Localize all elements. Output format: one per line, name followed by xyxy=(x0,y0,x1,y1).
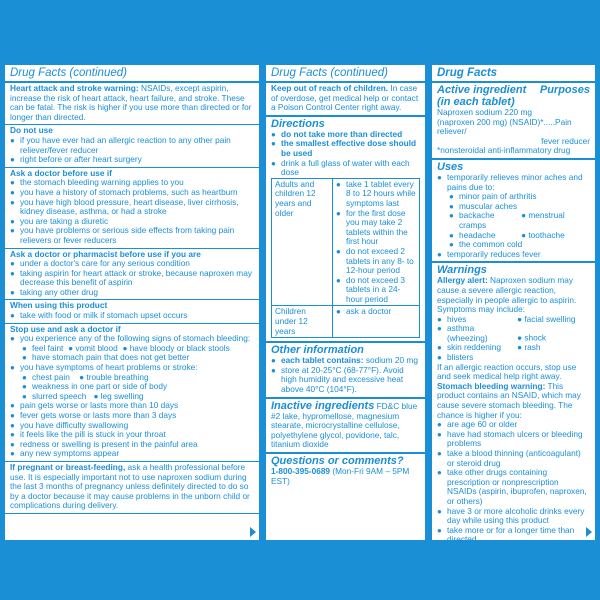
drug-facts-panel-2 xyxy=(264,63,427,542)
do-not-use-section: Do not use ● if you have ever had an allergic reaction to any other pain reliever/fever reducer ● right before or after heart surgery xyxy=(5,125,259,167)
list-item: ● temporarily relieves minor aches and pains due to: xyxy=(437,173,590,192)
list-item: ● weakness in one part or side of body xyxy=(10,382,254,392)
questions-section: Questions or comments? 1-800-395-0689 (Mon-Fri 9AM – 5PM EST) xyxy=(271,455,410,486)
list-item: ● the common cold xyxy=(437,240,590,250)
list-item: ● right before or after heart surgery xyxy=(10,155,254,165)
phone-number: 1-800-395-0689 xyxy=(271,466,331,476)
list-item: ● are age 60 or older xyxy=(437,420,590,430)
other-information-section: Other information ● each tablet contains: sodium 20 mg ● store at 20-25°C (68-77°F). Avoid high humidity and excessive heat above 40°C (104°F). xyxy=(266,343,425,398)
when-using-section: When using this product ● take with food or milk if stomach upset occurs xyxy=(5,300,259,323)
panel-1-header: Drug Facts (continued) xyxy=(5,65,259,83)
list-item: ● muscular aches xyxy=(437,202,590,212)
keep-out-of-reach: Keep out of reach of children. In case of overdose, get medical help or contact a Poison Control Center right away. xyxy=(266,83,425,117)
continue-arrow-icon xyxy=(586,527,592,537)
list-item: ● it feels like the pill is stuck in your throat xyxy=(10,430,254,440)
list-item: ● store at 20-25°C (68-77°F). Avoid high humidity and excessive heat above 40°C (104°F). xyxy=(271,366,420,395)
list-item: ● drink a full glass of water with each dose xyxy=(271,159,420,178)
list-item: ● you have high blood pressure, heart disease, liver cirrhosis, kidney disease, asthma, or had a stroke xyxy=(10,198,254,217)
continue-arrow-icon xyxy=(250,527,256,537)
list-item: ● take other drugs containing prescription or nonprescription NSAIDs (aspirin, ibuprofen, naproxen, or others) xyxy=(437,468,590,506)
list-item: ● you have problems or serious side effects from taking pain relievers or fever reducers xyxy=(10,226,254,245)
list-item: ● hives ● facial swelling xyxy=(437,315,590,325)
list-item: ● skin reddening ● rash xyxy=(437,343,590,353)
list-item: ● backache ● menstrual cramps xyxy=(437,211,590,230)
list-item: ● temporarily reduces fever xyxy=(437,250,590,260)
list-item: ● minor pain of arthritis xyxy=(437,192,590,202)
list-item: ● slurred speech ● leg swelling xyxy=(10,392,254,402)
adults-label: Adults and children 12 years and older xyxy=(272,178,333,306)
list-item: ● for the first dose you may take 2 tablets within the first hour xyxy=(336,209,416,247)
children-label: Children under 12 years xyxy=(272,306,333,338)
list-item: ● the stomach bleeding warning applies to you xyxy=(10,178,254,188)
list-item: ● if you have ever had an allergic reaction to any other pain reliever/fever reducer xyxy=(10,136,254,155)
list-item: ● take more or for a longer time than directed xyxy=(437,526,590,545)
list-item: ● you have a history of stomach problems, such as heartburn xyxy=(10,188,254,198)
pregnancy-warning: If pregnant or breast-feeding, ask a health professional before use. It is especially important not to use naproxen sodium during the last 3 months of pregnancy unless definitely directed to do so by a doctor because it may cause problems in the unborn child or complications during delivery. xyxy=(5,462,259,514)
list-item: ● have stomach pain that does not get better xyxy=(10,353,254,363)
list-item: ● under a doctor's care for any serious condition xyxy=(10,259,254,269)
list-item: ● taking any other drug xyxy=(10,288,254,298)
list-item: ● any new symptoms appear xyxy=(10,449,254,459)
list-item: ● do not exceed 2 tablets in any 8- to 12-hour period xyxy=(336,247,416,276)
drug-facts-panel-1 xyxy=(3,63,261,542)
list-item: ● taking aspirin for heart attack or stroke, because naproxen may decrease this benefit of aspirin xyxy=(10,269,254,288)
ask-doctor-section: Ask a doctor before use if ● the stomach bleeding warning applies to you ● you have a history of stomach problems, such as heartburn ● you have high blood pressure, heart disease, liver cirrhosis, kidney disease, asthma, or had a stroke ● you are taking a diuretic ● you have problems or serious side effects from taking pain relievers or fever reducers xyxy=(5,168,259,249)
ask-pharmacist-section: Ask a doctor or pharmacist before use if you are ● under a doctor's care for any serious condition ● taking aspirin for heart attack or stroke, because naproxen may decrease this benefit of aspirin ● taking any other drug xyxy=(5,249,259,301)
list-item: ● have had stomach ulcers or bleeding problems xyxy=(437,430,590,449)
list-item: ● the smallest effective dose should be used xyxy=(271,139,420,158)
list-item: ● do not take more than directed xyxy=(271,130,420,140)
directions-section: Directions ● do not take more than directed ● the smallest effective dose should be used ● drink a full glass of water with each dose Adults and children 12 years and older ● take 1 tablet every 8 to 12 hours while symptoms last ● for the first dose you may take 2 tablets within the first hour ● do not exceed 2 tablets in any 8- to 12-hour period ● do not exceed 3 tablets in a 24-hour period Children under 12 years ● ask a doctor xyxy=(266,117,425,343)
panel-3-header: Drug Facts xyxy=(432,65,595,83)
list-item: ● take 1 tablet every 8 to 12 hours while symptoms last xyxy=(336,180,416,209)
list-item: ● take a blood thinning (anticoagulant) or steroid drug xyxy=(437,449,590,468)
list-item: ● take with food or milk if stomach upset occurs xyxy=(10,311,254,321)
list-item: ● asthma (wheezing) ● shock xyxy=(437,324,590,343)
warnings-section: Warnings Allergy alert: Naproxen sodium may cause a severe allergic reaction, especially in people allergic to aspirin. Symptoms may include: ● hives ● facial swelling ● asthma (wheezing) ● shock ● skin reddening ● rash ● blisters If an allergic reaction occurs, stop use and seek medical help right away. Stomach bleeding warning: This product contains an NSAID, which may cause severe stomach bleeding. The chance is higher if you: ● are age 60 or older ● have had stomach ulcers or bleeding problems ● take a blood thinning (anticoagulant) or steroid drug ● take other drugs containing prescription or nonprescription NSAIDs (aspirin, ibuprofen, naproxen, or others) ● have 3 or more alcoholic drinks every day while using this product ● take more or for a longer time than directed xyxy=(432,263,595,548)
list-item: ● fever gets worse or lasts more than 3 days xyxy=(10,411,254,421)
list-item: ● do not exceed 3 tablets in a 24-hour period xyxy=(336,276,416,305)
stop-use-section: Stop use and ask a doctor if ● you experience any of the following signs of stomach bleeding: ● feel faint ● vomit blood ● have bloody or black stools ● have stomach pain that does not get better ● you have symptoms of heart problems or stroke: ● chest pain ● trouble breathing ● weakness in one part or side of body ● slurred speech ● leg swelling ● pain gets worse or lasts more than 10 days ● fever gets worse or lasts more than 3 days ● you have difficulty swallowing ● it feels like the pill is stuck in your throat ● redness or swelling is present in the painful area ● any new symptoms appear xyxy=(5,324,259,462)
list-item: ● feel faint ● vomit blood ● have bloody or black stools xyxy=(10,344,254,354)
list-item: ● blisters xyxy=(437,353,590,363)
heart-attack-warning: Heart attack and stroke warning: NSAIDs, except aspirin, increase the risk of heart attack, heart failure, and stroke. These can be fatal. The risk is higher if you use more than directed or for longer than directed. xyxy=(5,83,259,125)
list-item: ● headache ● toothache xyxy=(437,231,590,241)
list-item: ● chest pain ● trouble breathing xyxy=(10,373,254,383)
list-item: ● redness or swelling is present in the painful area xyxy=(10,440,254,450)
list-item: ● you have difficulty swallowing xyxy=(10,421,254,431)
drug-facts-panel-3 xyxy=(430,63,597,545)
list-item: ● each tablet contains: sodium 20 mg xyxy=(271,356,420,366)
list-item: ● you have symptoms of heart problems or stroke: xyxy=(10,363,254,373)
list-item: ● you experience any of the following signs of stomach bleeding: xyxy=(10,334,254,344)
list-item: ● pain gets worse or lasts more than 10 days xyxy=(10,401,254,411)
list-item: ● ask a doctor xyxy=(336,307,416,317)
list-item: ● you are taking a diuretic xyxy=(10,217,254,227)
inactive-ingredients-section: Inactive ingredients FD&C blue #2 lake, hypromellose, magnesium stearate, microcrystalline cellulose, polyethylene glycol, povidone, talc, titanium dioxide xyxy=(266,399,425,454)
list-item: ● have 3 or more alcoholic drinks every day while using this product xyxy=(437,507,590,526)
directions-table xyxy=(271,178,420,339)
active-ingredient-section: Active ingredient Purposes (in each tablet) Naproxen sodium 220 mg (naproxen 200 mg) (NSAID)*.....Pain reliever/ fever reducer *nonsteroidal anti-inflammatory drug xyxy=(432,83,595,160)
uses-section: Uses ● temporarily relieves minor aches and pains due to: ● minor pain of arthritis ● muscular aches ● backache ● menstrual cramps ● headache ● toothache ● the common cold ● temporarily reduces fever xyxy=(432,160,595,263)
panel-2-header: Drug Facts (continued) xyxy=(266,65,425,83)
